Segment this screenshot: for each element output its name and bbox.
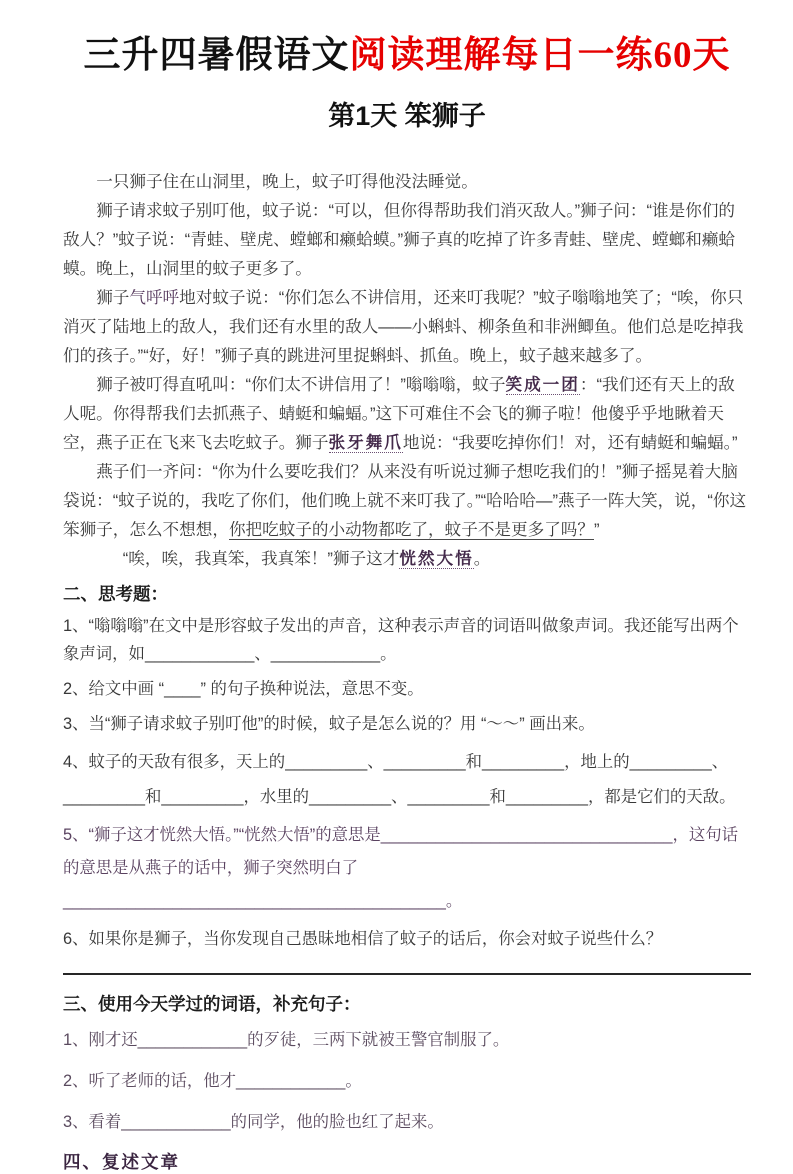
story-text: ”: [594, 520, 600, 540]
question-3: 3、当“狮子请求蚊子别叮他”的时候，蚊子是怎么说的？用 “～～” 画出来。: [63, 715, 595, 734]
story-text: 地对蚊子说：“你们怎么不讲信用，还来叮我呢？”蚊子嗡嗡地笑了；“唉，你只消灭了陆地上的敌人，我们还有水里的敌人——小蝌蚪、柳条鱼和非洲鲫鱼。他们总是吃掉我们的孩子。”“好，好！”狮子真的跳进河里捉蝌蚪、抓鱼。晚上，蚊子越来越多了。: [63, 288, 744, 366]
page-title: [63, 34, 751, 78]
story-emphasized-text: 恍然大悟: [399, 549, 474, 569]
section-divider: [63, 973, 751, 975]
section3-heading: 三、使用今天学过的词语，补充句子：: [63, 994, 361, 1015]
story-text: 狮子请求蚊子别叮他，蚊子说：“可以，但你得帮助我们消灭敌人。”狮子问：“谁是你们的敌人？”蚊子说：“青蛙、壁虎、螳螂和癞蛤蟆。”狮子真的吃掉了许多青蛙、壁虎、螳螂和癞蛤蟆。晚上，山洞里的蚊子更多了。: [63, 201, 736, 279]
story-paragraph: [63, 196, 751, 283]
fill-in-sentence-3: 3、看着____________的同学，他的脸也红了起来。: [63, 1113, 444, 1132]
question-2: 2、给文中画 “____” 的句子换种说法，意思不变。: [63, 680, 424, 699]
story-emphasized-text: 笑成一团: [505, 375, 580, 395]
story-emphasized-text: 张牙舞爪: [328, 433, 403, 453]
story-paragraph: [63, 167, 751, 196]
page-title-black-part: 三升四暑假语文: [83, 35, 350, 76]
story-paragraph: [63, 283, 751, 370]
story-text: “唉，唉，我真笨，我真笨！”狮子这才: [122, 549, 400, 569]
story-text: 。: [473, 549, 491, 569]
story-text: 燕子们一齐问：“你为什么要吃我们？从来没有听说过狮子想吃我们的！”狮子摇晃着大脑袋说：“蚊子说的，我吃了你们，他们晚上就不来叮我了。”“哈哈哈—”燕子一阵大笑，说，“你这笨狮子，怎么不想想，: [63, 462, 747, 540]
story-text: ：“我们还有天上的敌人呢。你得帮我们去抓燕子、蜻蜓和蝙蝠。”这下可难住不会飞的狮子啦！他傻乎乎地瞅着天空，燕子正在飞来飞去吃蚊子。狮子: [63, 375, 735, 453]
fill-in-sentence-1: 1、刚才还____________的歹徒，三两下就被王警官制服了。: [63, 1031, 510, 1050]
story-text: 一只狮子住在山洞里，晚上，蚊子叮得他没法睡觉。: [96, 172, 478, 192]
question-4: 4、蚊子的天敌有很多，天上的_________、_________和_________，地上的_________、_________和_________，水里的_________、_________和_________，都是它们的天敌。: [63, 753, 736, 807]
reading-passage: [63, 167, 751, 573]
story-paragraph: [63, 457, 751, 544]
story-text: 狮子被叮得直吼叫：“你们太不讲信用了！”嗡嗡嗡，蚊子: [96, 375, 506, 395]
question-5: 5、“狮子这才恍然大悟。”“恍然大悟”的意思是________________________________，这句话的意思是从燕子的话中，狮子突然明白了__________________________________________。: [63, 826, 739, 911]
section4-heading: 四、复述文章: [63, 1152, 180, 1173]
story-text: 地说：“我要吃掉你们！对，还有蜻蜓和蝙蝠。”: [402, 433, 738, 453]
story-text: 狮子: [96, 288, 130, 308]
story-paragraph: [63, 370, 751, 457]
fill-in-sentence-2: 2、听了老师的话，他才____________。: [63, 1072, 362, 1091]
fill-in-sentence-list: [63, 1026, 751, 1132]
section2-heading: 二、思考题：: [63, 584, 168, 605]
story-paragraph: [63, 544, 751, 573]
story-emphasized-text: 你把吃蚊子的小动物都吃了，蚊子不是更多了吗？: [228, 520, 594, 540]
page-title-red-part: 阅读理解每日一练60天: [349, 35, 731, 76]
question-6: 6、如果你是狮子，当你发现自己愚昧地相信了蚊子的话后，你会对蚊子说些什么？: [63, 930, 663, 949]
question-list: [63, 612, 751, 953]
question-1: 1、“嗡嗡嗡”在文中是形容蚊子发出的声音，这种表示声音的词语叫做象声词。我还能写出两个象声词，如____________、____________。: [63, 617, 739, 664]
lesson-subtitle: 第1天 笨狮子: [328, 101, 486, 132]
story-emphasized-text: 气呼呼: [129, 288, 180, 308]
